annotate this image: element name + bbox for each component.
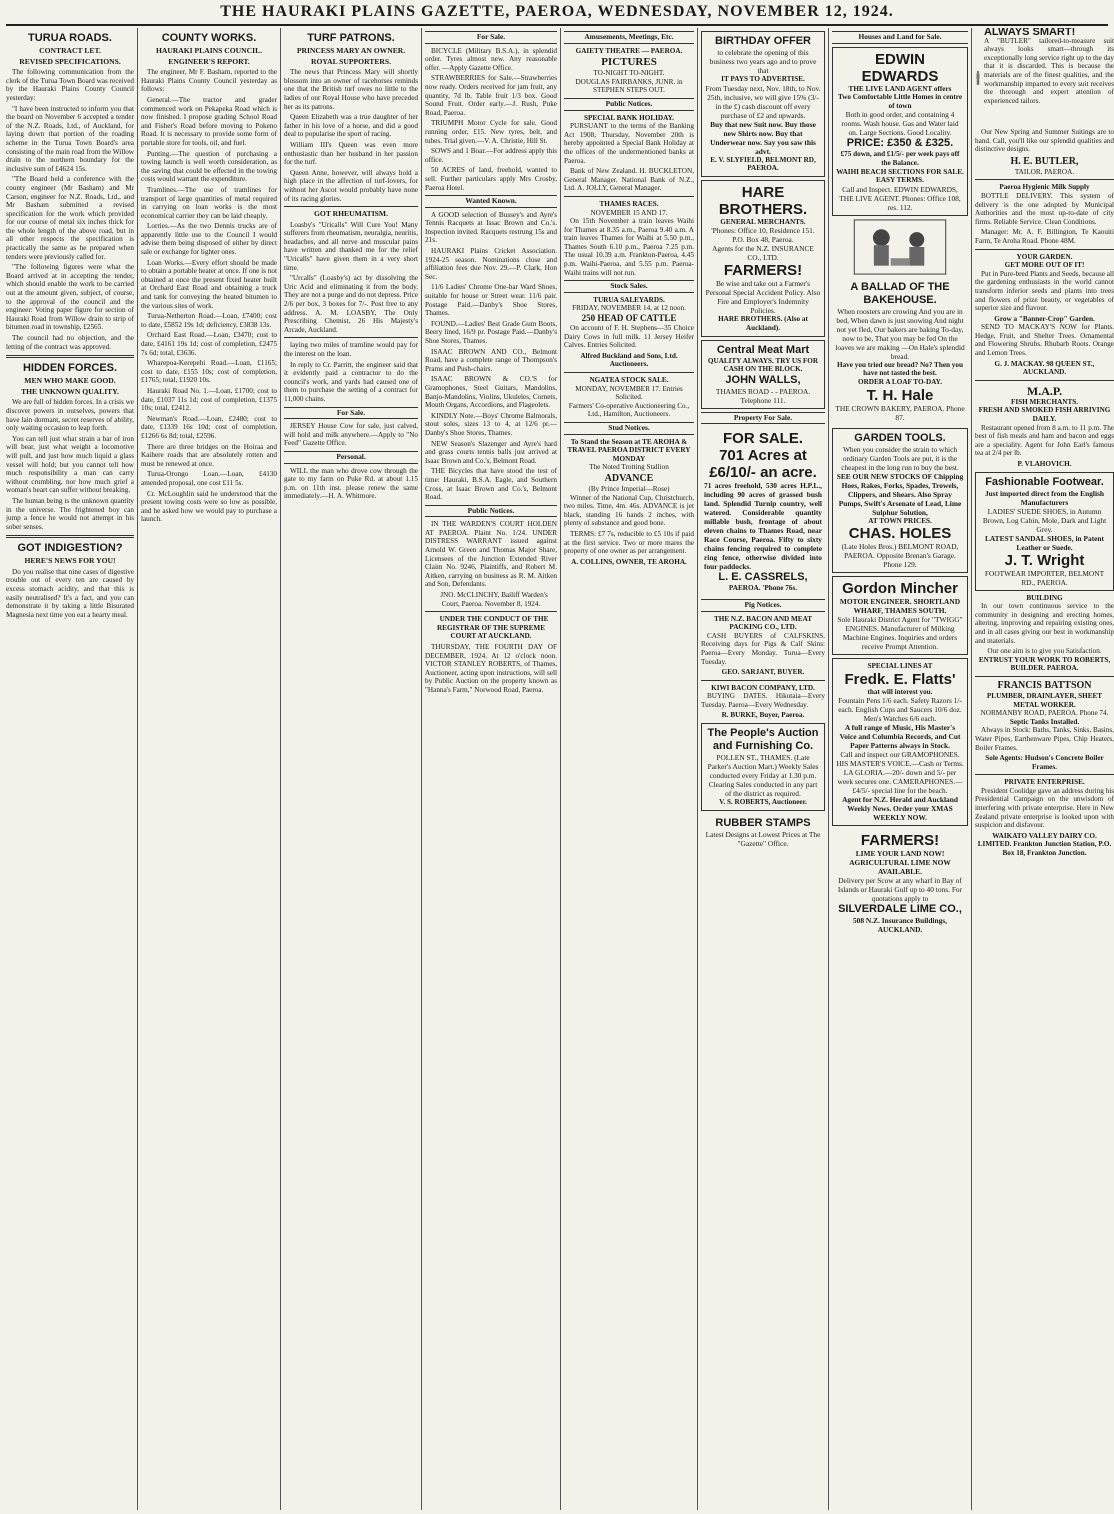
ad-text: SEND TO MACKAY'S NOW for Plants. Hedge, Fruit, and Shelter Trees. Ornamental and Flowering Shrubs. Rhubarb Roots. Orange and Lemon Trees. xyxy=(975,323,1114,358)
divider xyxy=(975,774,1114,775)
ad-text: IT PAYS TO ADVERTISE. xyxy=(721,75,805,83)
ad-title: FARMERS! xyxy=(860,832,940,850)
ad-text: 71 acres freehold, 530 acres H.P.L., including 90 acres of grassed bush land. Splendid Turnip country, well watered. Considerable quantity millable bush, frontage of about eleven chains to Thames Road, near Race Course, Paeroa. Fifty to sixty chains fencing required to complete ring fence, otherwise divided into four paddocks. xyxy=(704,481,822,572)
section-label-stud-notices: Stud Notices. xyxy=(564,422,694,435)
subhead-men-who-make-good: MEN WHO MAKE GOOD. xyxy=(24,376,116,386)
ad-title: Gordon Mincher xyxy=(842,580,958,598)
article-paragraph: The news that Princess Mary will shortly blossom into an owner of racehorses reminds one that the British turf owes no little to the ladies of our Royal House who have preceded her as its patrons. xyxy=(284,68,418,111)
article-paragraph: Turua-Orongo Loan.—Loan, £4130 amended proposal, one cost £11 5s. xyxy=(141,470,277,487)
column-7 xyxy=(832,28,972,1510)
section-label-public-notices: Public Notices. xyxy=(564,98,694,111)
notice-bank-holiday-body: PURSUANT to the terms of the Banking Act 1908, Thursday, November 20th is hereby appointed a Special Bank Holiday at the offices of the undermentioned banks at Paeroa. xyxy=(564,122,694,165)
ad-text: Our one aim is to give you Satisfaction. xyxy=(987,647,1102,656)
ad-text: GET MORE OUT OF IT! xyxy=(1004,261,1085,270)
article-paragraph: Cr. McLoughlin said he understood that the present towing costs were so low as possible, and he asked how we would pay to purchase a launch. xyxy=(141,489,277,524)
subhead-revised-specs: REVISED SPECIFICATIONS. xyxy=(19,56,121,66)
ad-text: THAMES ROAD - - PAEROA. Telephone 111. xyxy=(715,386,811,405)
ad-text: Always in Stock: Baths, Tanks, Sinks, Basins, Water Pipes, Earthenware Pipes, Chip Heaters, Boiler Frames. xyxy=(975,726,1114,752)
subhead-royal-supporters: ROYAL SUPPORTERS. xyxy=(310,56,392,66)
article-paragraph: William III's Queen was even more enthusiastic than her husband in her passion for the turf. xyxy=(284,140,418,167)
divider xyxy=(284,206,418,207)
divider xyxy=(564,372,694,373)
article-paragraph: Punting.—The question of purchasing a towing launch is well worth consideration, as the saving that could be effected in the towing costs would warrant the expenditure. xyxy=(141,149,277,184)
notice-bank-holiday-title: SPECIAL BANK HOLIDAY. xyxy=(584,113,674,122)
ad-feature: DOUGLAS FAIRBANKS, JUNR. in STEPHEN STEPS OUT. xyxy=(575,77,683,95)
ad-signature: V. S. ROBERTS, Auctioneer. xyxy=(719,798,807,807)
head-of-cattle: 250 HEAD OF CATTLE xyxy=(581,313,677,324)
article-paragraph: We are full of hidden forces. In a crisis we discover powers in ourselves, powers that have lain dormant, secret reserves of ability, only waiting occasion to leap forth. xyxy=(6,398,134,433)
ad-signature: T. H. Hale xyxy=(866,386,934,404)
ad-title: Fashionable Footwear. xyxy=(985,475,1104,488)
article-paragraph: There are three bridges on the Hoiraa and Kaihere roads that are absolutely rotten and must be renewed at once. xyxy=(141,442,277,468)
ad-text: Just imported direct from the English Manufacturers xyxy=(984,488,1104,507)
ad-text: Have you tried our bread? No? Then you have not tasted the best. xyxy=(837,360,963,378)
ad-text: WAIHI BEACH SECTIONS FOR SALE. EASY TERMS. xyxy=(836,167,964,185)
headline-turua-roads: TURUA ROADS. xyxy=(28,32,112,44)
ad-peoples-auction xyxy=(701,723,825,811)
article-paragraph: The following communication from the clerk of the Turua Town Board was received by the Hauraki Plains County Council yesterday: xyxy=(6,68,134,102)
divider xyxy=(564,196,694,197)
ad-title: YOUR GARDEN. xyxy=(1016,252,1073,261)
article-paragraph: Tramlines.—The use of tramlines for transport of large quantities of metal required in carrying on loan works is the most economical carrier they can be laid cheaply. xyxy=(141,185,277,220)
subhead-unknown-quality: THE UNKNOWN QUALITY. xyxy=(21,386,119,396)
article-paragraph: Wharepoa-Kerepehi Road.—Loan, £1165; cost to date, £155 10s; cost of completion, £1765; total, £1920 10s. xyxy=(141,359,277,385)
classified-ad: JERSEY House Cow for sale, just calved, will hold and milk anywhere.—Apply to "No Feed" Gazette Office. xyxy=(284,422,418,448)
ad-pictures: PICTURES xyxy=(601,56,657,69)
divider xyxy=(975,380,1114,381)
ad-text: AT TOWN PRICES. xyxy=(868,516,932,525)
ad-signature: CHAS. HOLES xyxy=(848,525,952,543)
section-label-houses-land: Houses and Land for Sale. xyxy=(832,31,968,44)
ngatea-sale-title: NGATEA STOCK SALE. xyxy=(589,376,669,384)
ad-garden-tools xyxy=(832,428,968,574)
ad-text: ORDER A LOAF TO-DAY. xyxy=(857,377,942,386)
ad-title: FRANCIS BATTSON xyxy=(997,679,1092,691)
ad-text: Agent for N.Z. Herald and Auckland Weekly News. Order your XMAS WEEKLY NOW. xyxy=(842,795,958,823)
column-6 xyxy=(701,28,829,1510)
ad-title: EDWIN EDWARDS xyxy=(861,50,939,85)
ad-text: Grow a "Banner-Crop" Garden. xyxy=(994,314,1095,323)
section-label-personal: Personal. xyxy=(284,451,418,464)
public-notice: UNDER THE CONDUCT OF THE REGISTRAR OF THE SUPREME COURT AT AUCKLAND. xyxy=(436,615,549,641)
ad-text: Latest Designs at Lowest Prices at The "Gazette" Office. xyxy=(705,829,821,848)
ad-signature: R. BURKE, Buyer, Paeroa. xyxy=(721,711,805,720)
ad-text: 'Phones: Office 10, Residence 151. P.O. Box 48, Paeroa. xyxy=(711,226,815,245)
ad-title: PRIVATE ENTERPRISE. xyxy=(1004,778,1085,787)
ad-text: to celebrate the opening of this business two years ago and to prove that xyxy=(709,48,817,75)
ad-text: £75 down, and £1/5/- per week pays off the Balance. xyxy=(840,150,960,167)
article-paragraph: The human being is the unknown quantity in the universe. The frightened boy can jump a fence he would not attempt in his sober senses. xyxy=(6,496,134,531)
section-label-amusements: Amusements, Meetings, Etc. xyxy=(564,31,694,44)
ad-farm-for-sale xyxy=(701,427,825,596)
article-paragraph: Loan Works.—Every effort should be made to obtain a portable heater at once. If one is not obtained at once the present fixed heater built at Orchard East Road and obtaining a truck and tank for conveying the heated bitumen to the various sites of work. xyxy=(141,258,277,310)
ad-title: The People's Auction and Furnishing Co. xyxy=(707,727,819,753)
classified-ad: SOWS and 1 Boar.—For address apply this office. xyxy=(425,147,557,164)
ad-title: KIWI BACON COMPANY, LTD. xyxy=(711,683,815,692)
article-paragraph: "I have been instructed to inform you that the board on November 6 accepted a tender of the N.Z. Roads, Ltd., of Auckland, for laying down that portion of the roading scheme in the Turua Town Board's area consisting of the main road from the Willow drain to the northern boundary for the inclusive sum of £4624 15s. xyxy=(6,104,134,173)
ad-text: QUALITY ALWAYS. TRY US FOR CASH ON THE BLOCK. xyxy=(707,356,819,374)
ad-price: 701 Acres at £6/10/- an acre. xyxy=(709,447,817,482)
ad-text: FRESH AND SMOKED FISH ARRIVING DAILY. xyxy=(978,406,1111,424)
ad-text: Put in Pure-bred Plants and Seeds, because all the gardening enthusiasts in the world cannot transform inferior seeds and plants into trees and flowers of prize beauty, or vegetables of superior size and flavour. xyxy=(975,269,1114,313)
page-columns xyxy=(0,26,1114,1510)
ad-signature: E. V. SLYFIELD, BELMONT RD, PAEROA. xyxy=(710,155,816,173)
ad-text: THE CROWN BAKERY, PAEROA. Phone 87. xyxy=(835,403,965,422)
article-paragraph: You can tell just what strain a bar of iron will bear, just what weight a locomotive will pull, and just how much liquid a glass vessel will hold; but you cannot tell how much responsibility a man can carry without crumbling, nor how much grief a woman's heart can suffer without breaking. xyxy=(6,434,134,495)
ad-text: PAEROA. 'Phone 76s. xyxy=(728,584,798,593)
stud-owner: A. COLLINS, OWNER, TE AROHA. xyxy=(571,557,687,566)
ad-text: A full range of Music, His Master's Voice and Columbia Records, and Cut Paper Patterns always in Stock. xyxy=(839,723,961,751)
stud-pedigree: (By Prince Imperial—Rose) xyxy=(588,484,670,493)
ad-rubber-stamps xyxy=(701,814,825,851)
ad-title: M.A.P. xyxy=(1026,383,1063,398)
turua-saleyards-date: FRIDAY, NOVEMBER 14, at 12 noon. xyxy=(572,304,686,313)
subhead-council: HAURAKI PLAINS COUNCIL. xyxy=(155,46,263,55)
divider xyxy=(975,249,1114,250)
stud-subtitle: The Noted Trotting Stallion xyxy=(589,463,669,472)
column-3 xyxy=(284,28,422,1510)
ad-title: FOR SALE. xyxy=(722,430,803,448)
ad-text: President Coolidge gave an address during his Presidential Campaign on the unwisdom of interfering with private enterprise. Here in New Zealand private enterprise is looked upon with suspicion and disfavour. xyxy=(975,786,1114,830)
divider xyxy=(6,535,134,538)
ad-text: (Late Holes Bros.) BELMONT ROAD, PAEROA. Opposite Brenan's Garage. Phone 129. xyxy=(841,542,959,570)
article-paragraph: Orchard East Road.—Loan, £3470; cost to date, £4161 19s 1d; cost of completion, £2475 7s 6d; total, £3636. xyxy=(141,331,277,357)
article-paragraph: "Urcalls" (Loasby's) act by dissolving the Uric Acid and eliminating it from the body. They are not a purge and do not depress. Price 2/6 per box, 3 boxes for 7/-. Post free to any address. A. M. LOASBY, The Only Prescribing Chemist, 26 His Majesty's Arcade, Auckland. xyxy=(284,274,418,334)
ad-flatts xyxy=(832,658,968,826)
ad-text: Fountain Pens 1/6 each. Safety Razors 1/- each. English Cups and Saucers 10/6 doz. Men's Watches 6/6 each. xyxy=(838,696,962,724)
stud-description: Winner of the National Cup, Christchurch, two miles. Time, 4m. 46s. ADVANCE is jet black, standing 16 hands 2 inches, with plenty of substance and good bone. xyxy=(564,493,694,528)
stud-name: ADVANCE xyxy=(604,472,654,484)
ad-hale-bakery xyxy=(832,278,968,425)
ad-title: A BALLAD OF THE BAKEHOUSE. xyxy=(850,280,950,306)
ad-text: SPECIAL LINES AT xyxy=(867,662,933,671)
ad-title: FARMERS! xyxy=(723,262,803,280)
ad-title: THE N.Z. BACON AND MEAT PACKING CO., LTD. xyxy=(713,614,813,632)
subhead-princess-mary: PRINCESS MARY AN OWNER. xyxy=(296,46,406,55)
ad-text: BOTTLE DELIVERY. This system of delivery is the one adopted by Municipal Authorities and the most up-to-date of city firms. Reliable Service. Clean Conditions. xyxy=(975,191,1114,226)
article-paragraph: In reply to Cr. Parritt, the engineer said that it evidently paid a contractor to do the council's work, and yards had caused one of them to purchase the setting of a contract for 11,000 chains. xyxy=(284,360,418,403)
headline-county-works: COUNTY WORKS. xyxy=(161,32,257,44)
ad-text: Restaurant opened from 8 a.m. to 11 p.m. The best of fish meals and ham and bacon and eggs are a speciality. Agent for John Earl's famous tea at 2/4 per lb. xyxy=(975,423,1114,458)
ad-text: SEE OUR NEW STOCKS OF Chipping Hoes, Rakes, Forks, Spades, Trowels, Clippers, and Shears. Also Spray Pumps, Swift's Arsenate of Lead, Lime Sulphur Solution, xyxy=(836,471,964,517)
article-paragraph: Lorries.—As the two Dennis trucks are of apparently little use to the Council I would advise them being disposed of either by direct sale or exchange for lighter ones. xyxy=(141,222,277,257)
stud-location: To Stand the Season at TE AROHA & TRAVEL PAEROA DISTRICT EVERY MONDAY xyxy=(567,437,691,463)
divider xyxy=(6,355,134,358)
ad-signature: SILVERDALE LIME CO., xyxy=(838,903,962,916)
section-label-stock-sales: Stock Sales. xyxy=(564,280,694,293)
stud-terms: TERMS: £7 7s, reducible to £5 10s if paid at the first service. Two or more mares the property of one owner as per arrangement. xyxy=(564,529,694,556)
turua-saleyards-title: TURUA SALEYARDS. xyxy=(593,295,665,304)
auctioneer-name: Alfred Buckland and Sons, Ltd. Auctioneers. xyxy=(580,351,678,369)
ad-title: GARDEN TOOLS. xyxy=(854,431,946,444)
ad-text: In our town continuous service to the community in designing and erecting homes, altering, improving and repairing existing ones, and in all cases giving our best in workmanship and materials. xyxy=(975,602,1114,645)
ad-text: MOTOR ENGINEER. SHORTLAND WHARF, THAMES SOUTH. xyxy=(839,597,961,616)
column-2 xyxy=(141,28,281,1510)
ad-gaiety-theatre: GAIETY THEATRE — PAEROA. xyxy=(575,46,683,55)
article-paragraph: Queen Anne, however, will always hold a high place in the affection of turf-lovers, for without her Ascot would probably have none of its racing glories. xyxy=(284,168,418,203)
ad-text: Our New Spring and Summer Suitings are to hand. Call, you'll like our splendid qualities and distinctive designs. xyxy=(975,128,1114,154)
section-label-for-sale: For Sale. xyxy=(284,407,418,420)
ad-text: Agents for the N.Z. INSURANCE CO., LTD. xyxy=(712,244,814,263)
subhead-got-rheumatism: GOT RHEUMATISM. xyxy=(314,209,388,219)
classified-ad: ISAAC BROWN & CO.'S for Gramophones, Steel Guitars, Mandolins, Banjo-Mandolins, Violins, Ukuleles, Cornets, Mouth Organs, Accordions, and Flageolets. xyxy=(425,375,557,410)
turua-saleyards-body: On account of F. H. Stephens—35 Choice Dairy Cows in full milk. 11 Jersey Heifer Calves. Entries Solicited. xyxy=(564,324,694,350)
ad-title: Central Meat Mart xyxy=(716,343,810,356)
ad-text: that will interest you. xyxy=(867,687,933,696)
article-paragraph: laying two miles of tramline would pay for the interest on the loan. xyxy=(284,341,418,358)
tailor-figure-illustration xyxy=(975,28,981,128)
ad-text: Manager: Mr. A. F. Billington, Te Kaouiti Farm, Te Aroha Road. Phone 48M. xyxy=(975,228,1114,245)
ad-signature: GEO. SARJANT, BUYER. xyxy=(721,668,805,677)
ad-title: RUBBER STAMPS xyxy=(715,816,811,829)
ad-title: BIRTHDAY OFFER xyxy=(715,35,811,47)
classified-ad: NEW Season's Slazenger and Ayre's hard and grass courts tennis balls just arrived at Isaac Brown and Co.'s, Belmont Road. xyxy=(425,439,557,465)
ngatea-sale-date: MONDAY, NOVEMBER 17. Entries Solicited. xyxy=(575,384,683,402)
ad-text: Delivery per Scow at any wharf in Bay of Islands or Hauraki Gulf up to 40 tons. For quotations apply to xyxy=(837,876,963,904)
ad-tonight: TO-NIGHT TO-NIGHT. xyxy=(593,69,665,78)
classified-ad: A GOOD selection of Bussey's and Ayre's Tennis Racquets at Issac Brown and Co.'s. Inspection invited. Racquets restrung 15s and 21s. xyxy=(425,210,557,245)
ad-silverdale-lime xyxy=(832,829,968,937)
ad-text: POLLEN ST., THAMES. (Late Parker's Auction Mart.) Weekly Sales conducted every Friday at 1.30 p.m. Clearing Sales conducted in any part of the district as required. xyxy=(707,753,819,799)
ad-signature: G. J. MACKAY. 98 QUEEN ST., AUCKLAND. xyxy=(994,359,1095,377)
ad-signature: WAIKATO VALLEY DAIRY CO. LIMITED. Frankton Junction Station, P.O. Box 18, Frankton Junction. xyxy=(977,831,1112,858)
ad-title: BUILDING xyxy=(1026,593,1063,602)
public-notice: IN THE WARDEN'S COURT HOLDEN AT PAEROA. Plaint No. 1/24. UNDER DISTRESS WARRANT issued against Arnold W. Green and Thomas Major Share, Licensees of the Junction Extended River Claim No. 9246, Plaintiffs, and Robert M. Aitken, carrying on business as R. M. Aitken and Son, Defendants. xyxy=(425,520,557,589)
ad-signature: ENTRUST YOUR WORK TO ROBERTS, BUILDER. PAEROA. xyxy=(978,655,1111,673)
ad-edwin-edwards xyxy=(832,47,968,216)
divider xyxy=(425,611,557,612)
headline-hidden-forces: HIDDEN FORCES. xyxy=(22,362,118,375)
article-paragraph: General.—The tractor and grader commenced work on Pekapeka Road which is now finished. I propose grading School Road and Fisher's Road before moving to Pokeno Road. It is necessary to provide some form of portable store for tools, oil, and fuel. xyxy=(141,95,277,147)
ad-text: FOOTWEAR IMPORTER, BELMONT RD., PAEROA. xyxy=(984,568,1105,587)
ad-signature: HARE BROTHERS. (Also at Auckland). xyxy=(718,315,808,332)
ad-gordon-mincher xyxy=(832,576,968,655)
classified-ad: ISAAC BROWN AND CO., Belmont Road, have a complete range of Thompson's Prams and Push-chairs. xyxy=(425,347,557,373)
bakery-illustration xyxy=(832,219,968,275)
subhead-engineer-report: ENGINEER'S REPORT. xyxy=(168,56,250,66)
section-label-property: Property For Sale. xyxy=(701,412,825,425)
ad-text: CASH BUYERS of CALFSKINS. Receiving days for Pigs & Calf Skins: Paeroa—Every Monday. Turua—Every Tuesday. xyxy=(701,631,825,666)
divider xyxy=(701,680,825,681)
article-paragraph: Queen Elizabeth was a true daughter of her father in his love of a horse, and did a good deal to popularise the sport of racing. xyxy=(284,113,418,139)
ad-text: PLUMBER, DRAINLAYER, SHEET METAL WORKER. xyxy=(986,691,1103,709)
ad-text: TAILOR, PAEROA. xyxy=(1014,167,1075,176)
ad-text: When you consider the strain to which ordinary Garden Tools are put, it is the cheapest in the long run to buy the best. xyxy=(841,444,959,472)
ad-text: NORMANBY ROAD, PAEROA. Phone 74. xyxy=(980,709,1109,718)
divider xyxy=(284,337,418,338)
article-paragraph: Loasby's "Uricalls" Will Cure You! Many sufferers from rheumatism, neuralgia, neuritis, headaches, and all nerve and muscular pains have written and thanked me for the relief "Uricalls" have given them in a very short time. xyxy=(284,220,418,272)
public-notice: JNO. McCLINCHY, Bailiff Warden's Court, Paeroa. November 8, 1924. xyxy=(440,591,548,608)
ad-text: Sole Hauraki District Agent for "TWIGG" ENGINES. Manufacturer of Milking Machine Engines. Inquiries and orders receive Prompt Attention. xyxy=(837,615,963,652)
ad-text: BUYING DATES. Hikutaia—Every Tuesday. Paeroa—Every Wednesday. xyxy=(701,692,825,709)
ad-text: Be wise and take out a Farmer's Personal Special Accident Policy. Also Fire and Employer's Indemnity Policies. xyxy=(705,279,821,316)
classified-ad: STRAWBERRIES for Sale.—Strawberries now ready. Orders received for jam fruit, any quantity, 7d lb. Table fruit 1/3 box. Good Sound Fruit. Order early.—J. Rush, Puke Road, Paeroa. xyxy=(425,74,557,117)
column-5 xyxy=(564,28,698,1510)
ad-text: THE LIVE LAND AGENT offers xyxy=(848,84,952,93)
section-label-wanted-known: Wanted Known. xyxy=(425,195,557,208)
notice-bank-holiday-signatories: Bank of New Zealand. H. BUCKLETON, General Manager. National Bank of N.Z., Ltd. A. JOLLY, General Manager. xyxy=(564,167,694,193)
ad-hare-brothers xyxy=(701,180,825,337)
ad-text: Call and inspect our GRAMOPHONES. HIS MASTER'S VOICE.—Cash or Terms. LA GLORIA.—20/- down and 5/- per week secures one. CAMERAPHONES.—£4/5/- special line for the beach. xyxy=(836,750,964,796)
ad-text: Two Comfortable Little Homes in centre of town xyxy=(837,93,963,110)
ad-title: ALWAYS SMART! xyxy=(983,28,1076,38)
divider xyxy=(975,676,1114,677)
ad-text: From Tuesday next, Nov. 18th, to Nov. 25th, inclusive, we will give 15% (3/- in the £) cash discount off every purchase of £2 and upwards. xyxy=(705,83,821,120)
ad-signature: P. VLAHOVICH. xyxy=(1017,460,1072,468)
ad-text: Both in good order, and containing 4 rooms. Wash house. Gas and Water laid on. Large Sections. Good Locality. xyxy=(841,110,959,138)
classified-ad: 50 ACRES of land, freehold, wanted to sell. Further particulars apply Mrs Crosby, Paeroa Hotel. xyxy=(425,166,557,192)
classified-ad: KINDLY Note.—Boys' Chrome Balmorals, stout soles, sizes 13 to 4, at 12/6 pr.—Danby's Shoe Stores, Thames. xyxy=(425,411,557,437)
ad-text: LIME YOUR LAND NOW! AGRICULTURAL LIME NOW AVAILABLE. xyxy=(849,849,951,877)
thames-races-title: THAMES RACES. xyxy=(599,199,659,208)
ad-agent: L. E. CASSRELS, xyxy=(718,571,808,584)
column-4 xyxy=(425,28,561,1510)
headline-got-indigestion: GOT INDIGESTION? xyxy=(17,542,123,555)
article-paragraph: "The following figures were what the Board arrived at in accepting the tender, which should enable the work to be carried out at the amount given, subject, of course, to the approval of the council and the engineer: Voting paper figure for section of Hauraki Road from Willow drain to strip of bitumen road in township, £2565. xyxy=(6,263,134,332)
ad-text: GENERAL MERCHANTS. xyxy=(720,217,806,226)
ad-text: Buy that new Suit now. Buy those new Shirts now. Buy that Underwear now. Say you saw this advt. xyxy=(710,119,816,156)
ad-poem: When roosters are crowing And you are in bed, When dawn is just snowing And night not yet fled, Our bakers are baking To-day, now to be, That you may be fed On the loaves we are making —On Hale's splendid bread. xyxy=(835,306,965,361)
ad-central-meat-mart xyxy=(701,340,825,409)
divider xyxy=(975,179,1114,180)
classified-ad: TRIUMPH Motor Cycle for sale. Good running order, £15. New tyres, belt, and tubes. Trial given.—V. A. Christie, Hill St. xyxy=(425,119,557,145)
headline-turf-patrons: TURF PATRONS. xyxy=(307,32,395,44)
thames-races-body: On 15th November a train leaves Waihi for Thames at 8.35 a.m., Paeroa 9.40 a.m. A train leaves Thames for Waihi at 5.50 p.m., Thames South 6.10 p.m., Paeroa 7.25 p.m. The usual 10.39 a.m. Frankton-Paeroa, 4.45 p.m. Waihi-Paeroa, and 5.55 p.m. Paeroa-Waihi trains will not run. xyxy=(564,217,694,277)
ad-title: JOHN WALLS, xyxy=(725,373,801,386)
classified-ad: HAURAKI Plains Cricket Association. 1924-25 season. Nominations close and affiliation fees due Nov. 29.—P. Clark, Hon Sec. xyxy=(425,247,557,281)
ad-text: LATEST SANDAL SHOES, in Patent Leather or Suede. xyxy=(984,533,1105,552)
classified-ad: 11/6 Ladies' Chrome One-bar Ward Shoes, suitable for house or Street wear. 11/6 pair. Postage Paid.—Danby's Shoe Stores, Thames. xyxy=(425,283,557,318)
ad-text: Septic Tanks Installed. xyxy=(1009,717,1080,726)
article-paragraph: The council had no objection, and the letting of the contract was approved. xyxy=(6,334,134,351)
classified-ad: FOUND.—Ladies' Best Grade Gum Boots, Beery lined, 16/9 pr. Postage Paid.—Danby's Shoe Stores, Thames. xyxy=(425,319,557,345)
ad-title: HARE BROTHERS. xyxy=(718,183,808,218)
ad-birthday-offer xyxy=(701,31,825,177)
ad-title: Paeroa Hygienic Milk Supply xyxy=(999,183,1090,192)
ad-text: FISH MERCHANTS. xyxy=(1010,397,1079,406)
ad-signature: H. E. BUTLER, xyxy=(1010,155,1079,167)
public-notice: THURSDAY, THE FOURTH DAY OF DECEMBER, 1924. At 12 o'clock noon. VICTOR STANLEY ROBERTS, of Thames, Auctioneer, acting upon instructions, will sell by Public Auction on the property known as "Hanna's Farm," Norwood Road, Paeroa. xyxy=(425,643,557,694)
article-paragraph: Hauraki Road No. 1.—Loan, £1700; cost to date, £1037 11s 1d; cost of completion, £1375 10s; total, £2412. xyxy=(141,386,277,413)
section-label-for-sale: For Sale. xyxy=(425,31,557,44)
article-paragraph: "The Board held a conference with the county engineer (Mr Basham) and Mr Carson, engineer for N.Z. Roads, Ltd., and Mr Basham submitted a revised specification for the work which provided for our course of metal six inches thick for the whole length of the above road, but in all other respects the specification is practically the same as he prepared when tenders were previously called for. xyxy=(6,175,134,261)
ad-signature: J. T. Wright xyxy=(1004,551,1085,569)
ad-text: Call and Inspect. EDWIN EDWARDS, THE LIVE AGENT. Phones: Office 108, res. 112. xyxy=(839,184,961,212)
ad-price: PRICE: £350 & £325. xyxy=(846,137,954,150)
ad-butler-header xyxy=(975,28,1114,128)
thames-races-dates: NOVEMBER 15 AND 17. xyxy=(590,208,668,217)
section-label-pig-notices: Pig Notices. xyxy=(701,599,825,612)
ad-footwear xyxy=(975,472,1114,591)
masthead: THE HAURAKI PLAINS GAZETTE, PAEROA, WEDNESDAY, NOVEMBER 12, 1924. xyxy=(6,0,1108,26)
section-label-public-notices: Public Notices. xyxy=(425,505,557,518)
article-paragraph: The engineer, Mr F. Basham, reported to the Hauraki Plains County Council yesterday as follows: xyxy=(141,68,277,94)
ngatea-auctioneer: Farmers' Co-operative Auctioneering Co., Ltd., Hamilton, Auctioneers. xyxy=(568,401,690,419)
column-1 xyxy=(6,28,138,1510)
ad-title: Fredk. E. Flatts' xyxy=(844,670,956,688)
classified-ad: WILL the man who drove cow through the gate to my farm on Puke Rd. at about 1.15 p.m. on 11th inst. please renew the same immediately.—H. A. Whitmore. xyxy=(284,466,418,501)
article-paragraph: Newman's Road.—Loan, £2480; cost to date, £1339 16s 10d; cost of completion, £1266 6s 8d; total, £2596. xyxy=(141,414,277,440)
ad-text: LADIES' SUEDE SHOES, in Autumn Brown, Log Cabin, Mole, Dark and Light Grey. xyxy=(982,506,1107,534)
article-paragraph: Turua-Netherton Road.—Loan, £7400; cost to date, £5852 19s 1d; deficiency, £3838 13s. xyxy=(141,312,277,329)
subhead-contract-let: CONTRACT LET. xyxy=(39,46,101,55)
subhead-heres-news: HERE'S NEWS FOR YOU! xyxy=(24,556,116,566)
column-8 xyxy=(975,28,1114,1510)
classified-ad: THE Bicycles that have stood the test of time: Hauraki, B.S.A. Eagle, and Southern Cross, at Isaac Brown and Co.'s, Belmont Road. xyxy=(425,467,557,502)
ad-text: Sole Agents: Hudson's Concrete Boiler Frames. xyxy=(985,754,1104,771)
ad-text: 508 N.Z. Insurance Buildings, AUCKLAND. xyxy=(852,916,948,935)
article-paragraph: Do you realise that nine cases of digestive trouble out of every ten are caused by excess stomach acidity, and that this is easily neutralised? It's a fact, and you can demonstrate it by taking a little Bisurated Magnesia next time you eat a hearty meal. xyxy=(6,567,134,619)
ad-text: A "BUTLER" tailored-to-measure suit always looks smart—through its exceptionally long service right up to the day that it is discarded. This is because the materials are of the finest qualities, and the workmanship imparted to every suit receives the thorough and expert attention of experienced tailors. xyxy=(983,36,1114,105)
classified-ad: BICYCLE (Military B.S.A.), in splendid order. Tyres almost new. Any reasonable offer. —Apply Gazette Office. xyxy=(425,46,557,72)
